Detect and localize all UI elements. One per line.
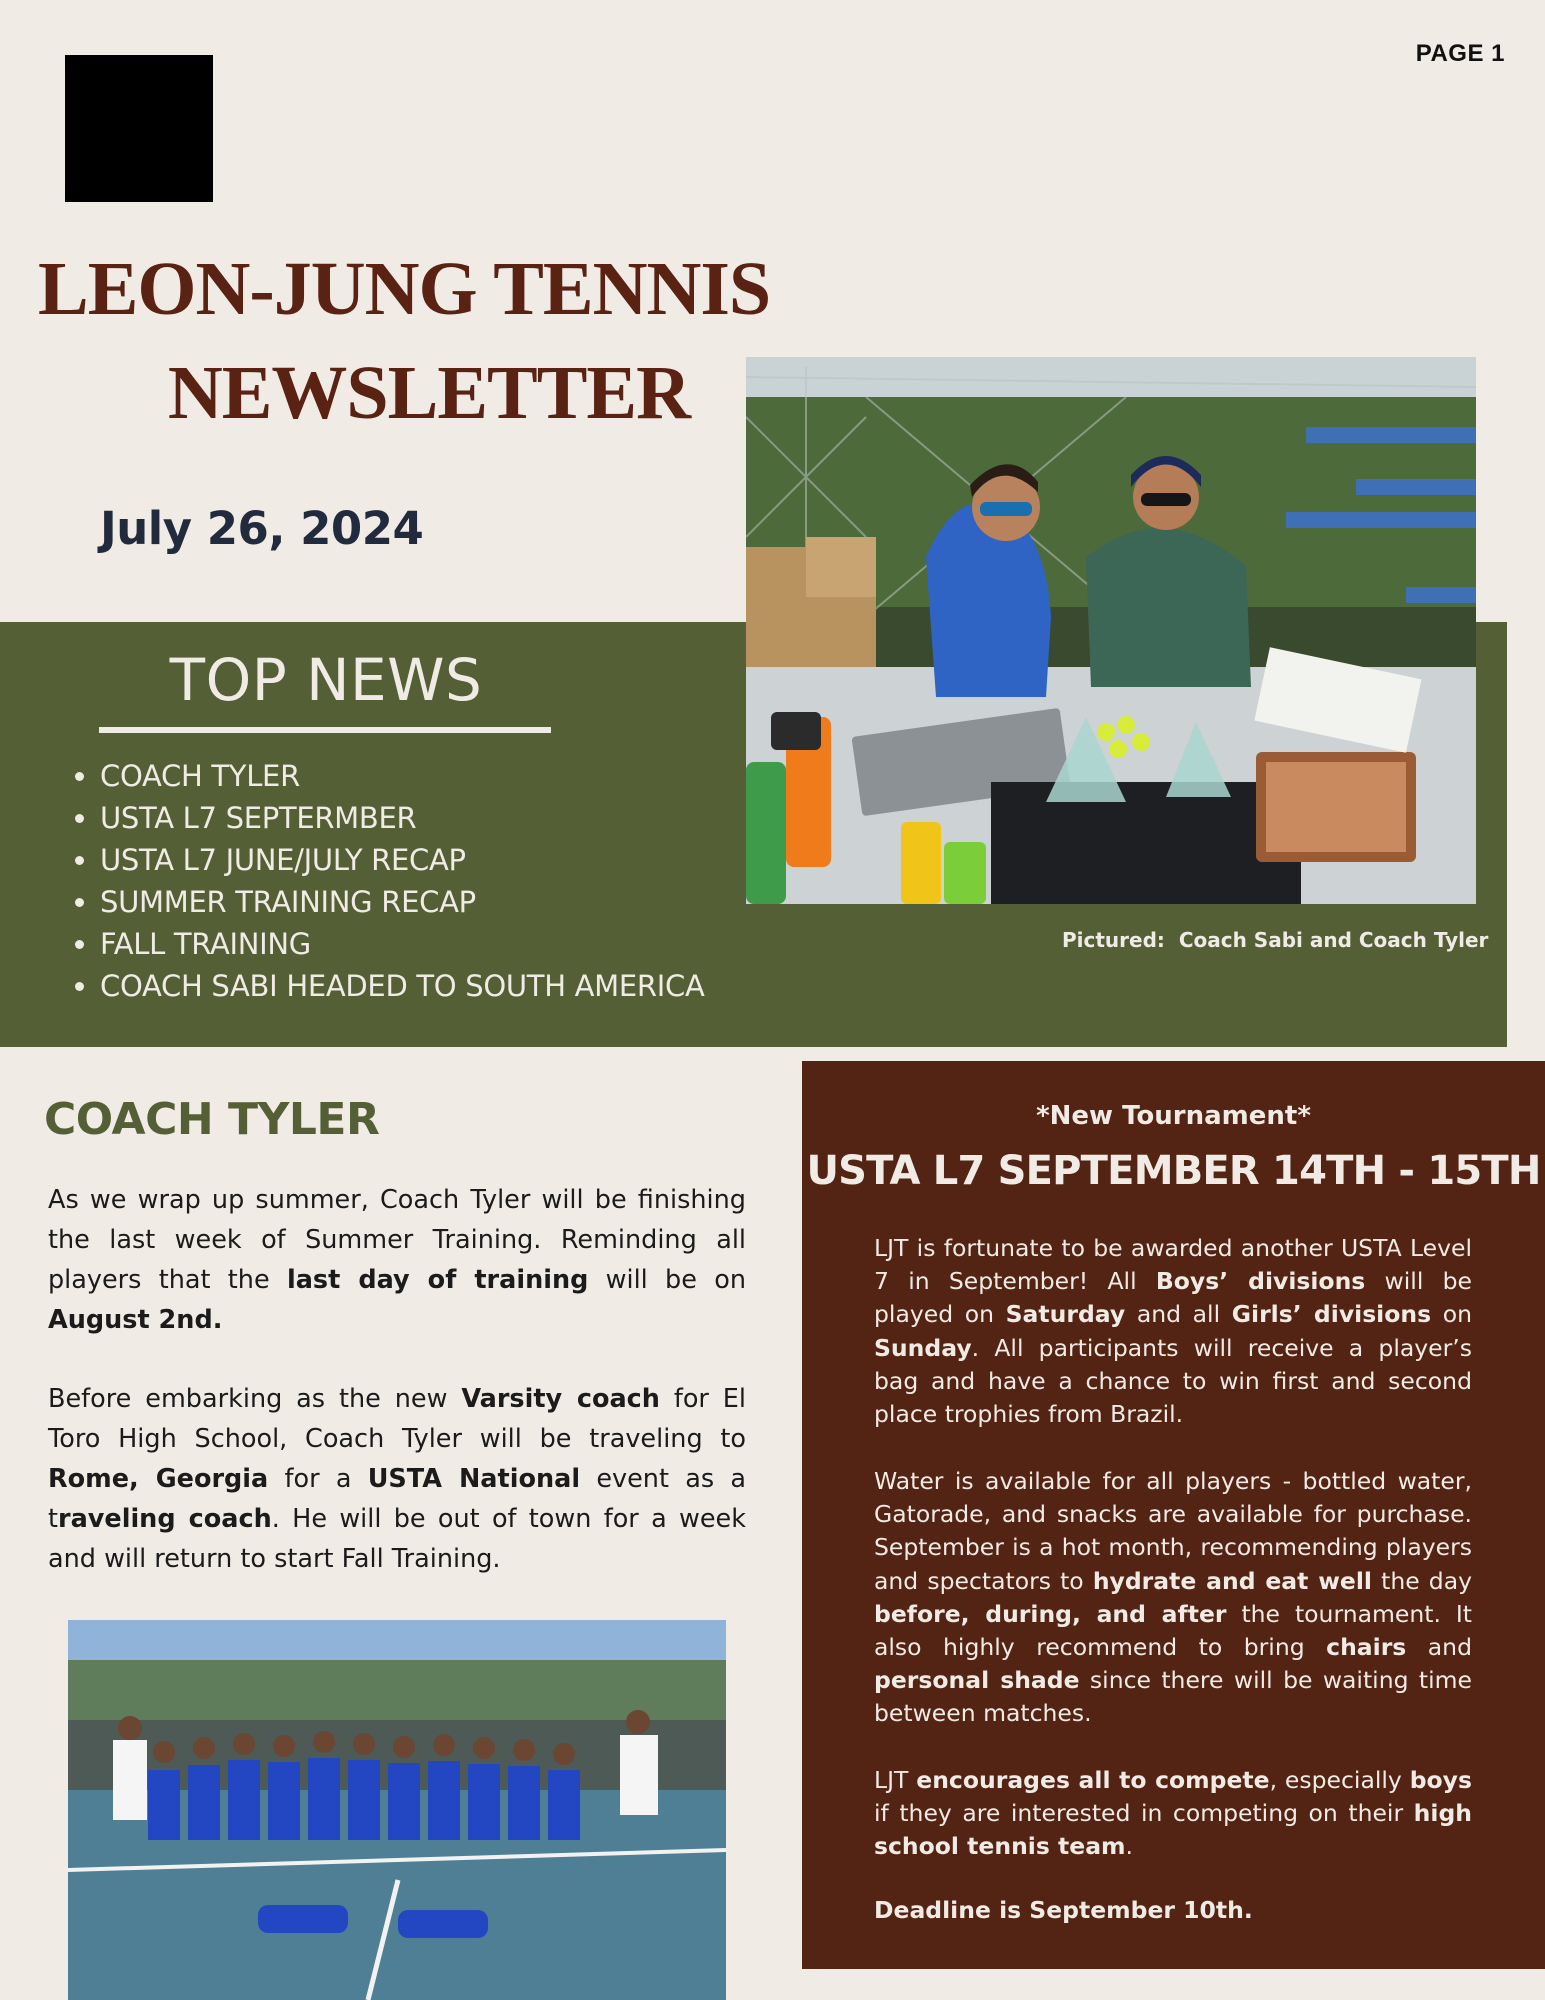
bold-text-run: Saturday (1005, 1300, 1126, 1329)
coach-tyler-paragraph-1 (48, 1180, 746, 1340)
text-run: LJT is fortunate to be awarded another USTA Level 7 in September! All (874, 1234, 1472, 1296)
bold-text-run: Sunday (874, 1333, 972, 1362)
tournament-paragraph-3 (874, 1764, 1472, 1864)
bold-text-run: encourages all to compete (916, 1766, 1270, 1794)
text-run: . He will be out of town for a week and will return to start Fall Training. (48, 1504, 746, 1574)
bold-text-run: boys (1409, 1766, 1472, 1794)
team-photo (68, 1620, 726, 2000)
text-run: the tournament. It also highly recommend to bring (874, 1599, 1473, 1662)
top-news-item: • FALL TRAINING (100, 923, 705, 965)
logo-placeholder (65, 55, 213, 202)
top-news-item: • USTA L7 JUNE/JULY RECAP (100, 839, 705, 881)
text-run: for El Toro High School, Coach Tyler will be traveling to (48, 1384, 746, 1454)
text-run: As we wrap up summer, Coach Tyler will be finishing the last week of Summer Training. Reminding all players that the (48, 1185, 746, 1295)
coaches-photo (746, 357, 1476, 904)
text-run: Water is available for all players - bottled water, Gatorade, and snacks are available for purchase. September is a hot month, recommending players and spectators to (874, 1467, 1472, 1595)
bold-text-run: personal shade (874, 1666, 1080, 1695)
bold-text-run: chairs (1326, 1633, 1407, 1662)
text-run: event as a t (48, 1464, 747, 1534)
bold-text-run: Varsity coach (461, 1384, 660, 1414)
bold-text-run: USTA National (367, 1464, 581, 1494)
text-run: on (1431, 1300, 1472, 1329)
tournament-paragraph-1 (874, 1232, 1472, 1431)
coaches-photo-illustration (746, 357, 1476, 904)
text-run: for a (268, 1464, 368, 1494)
coach-tyler-heading: COACH TYLER (44, 1094, 380, 1145)
bold-text-run: Rome, Georgia (48, 1464, 269, 1494)
text-run: since there will be waiting time between matches. (874, 1666, 1472, 1728)
team-photo-illustration (68, 1620, 726, 2000)
text-run: and (1406, 1633, 1472, 1662)
tournament-paragraph-2 (874, 1465, 1472, 1731)
text-run: the day (1371, 1566, 1473, 1595)
tournament-deadline: Deadline is September 10th. (874, 1896, 1253, 1924)
photo-caption: Pictured: Coach Sabi and Coach Tyler (1062, 928, 1489, 952)
bold-text-run: hydrate and eat well (1092, 1566, 1372, 1595)
top-news-item: • COACH SABI HEADED TO SOUTH AMERICA (100, 965, 705, 1007)
bold-text-run: high school tennis team (874, 1799, 1472, 1861)
bold-text-run: August 2nd. (48, 1305, 223, 1335)
top-news-list (60, 755, 705, 1007)
text-run: LJT (874, 1766, 917, 1794)
newsletter-title-line-1: LEON-JUNG TENNIS (38, 247, 771, 331)
newsletter-title-line-2: NEWSLETTER (167, 351, 690, 435)
top-news-item: • USTA L7 SEPTERMBER (100, 797, 705, 839)
bold-text-run: raveling coach (58, 1504, 272, 1534)
text-run: and all (1125, 1300, 1232, 1329)
top-news-item: • COACH TYLER (100, 755, 705, 797)
tournament-kicker: *New Tournament* (1036, 1101, 1311, 1131)
text-run: , especially (1269, 1766, 1410, 1794)
top-news-item: • SUMMER TRAINING RECAP (100, 881, 705, 923)
top-news-divider (99, 727, 551, 733)
issue-date: July 26, 2024 (100, 502, 424, 555)
text-run: will be on (588, 1265, 746, 1295)
bold-text-run: Boys’ divisions (1155, 1267, 1366, 1296)
coach-tyler-paragraph-2 (48, 1379, 746, 1579)
text-run: Before embarking as the new (48, 1384, 462, 1414)
text-run: . (1125, 1832, 1134, 1861)
page-number: PAGE 1 (1415, 40, 1505, 67)
top-news-heading: TOP NEWS (169, 646, 483, 714)
tournament-title: USTA L7 SEPTEMBER 14TH - 15TH (806, 1148, 1541, 1194)
text-run: will be played on (874, 1267, 1472, 1329)
text-run: if they are interested in competing on their (874, 1799, 1414, 1828)
bold-text-run: last day of training (286, 1265, 589, 1295)
text-run: . All participants will receive a player’s bag and have a chance to win first and second place trophies from Brazil. (874, 1333, 1472, 1429)
bold-text-run: before, during, and after (874, 1599, 1227, 1628)
bold-text-run: Girls’ divisions (1231, 1300, 1432, 1329)
